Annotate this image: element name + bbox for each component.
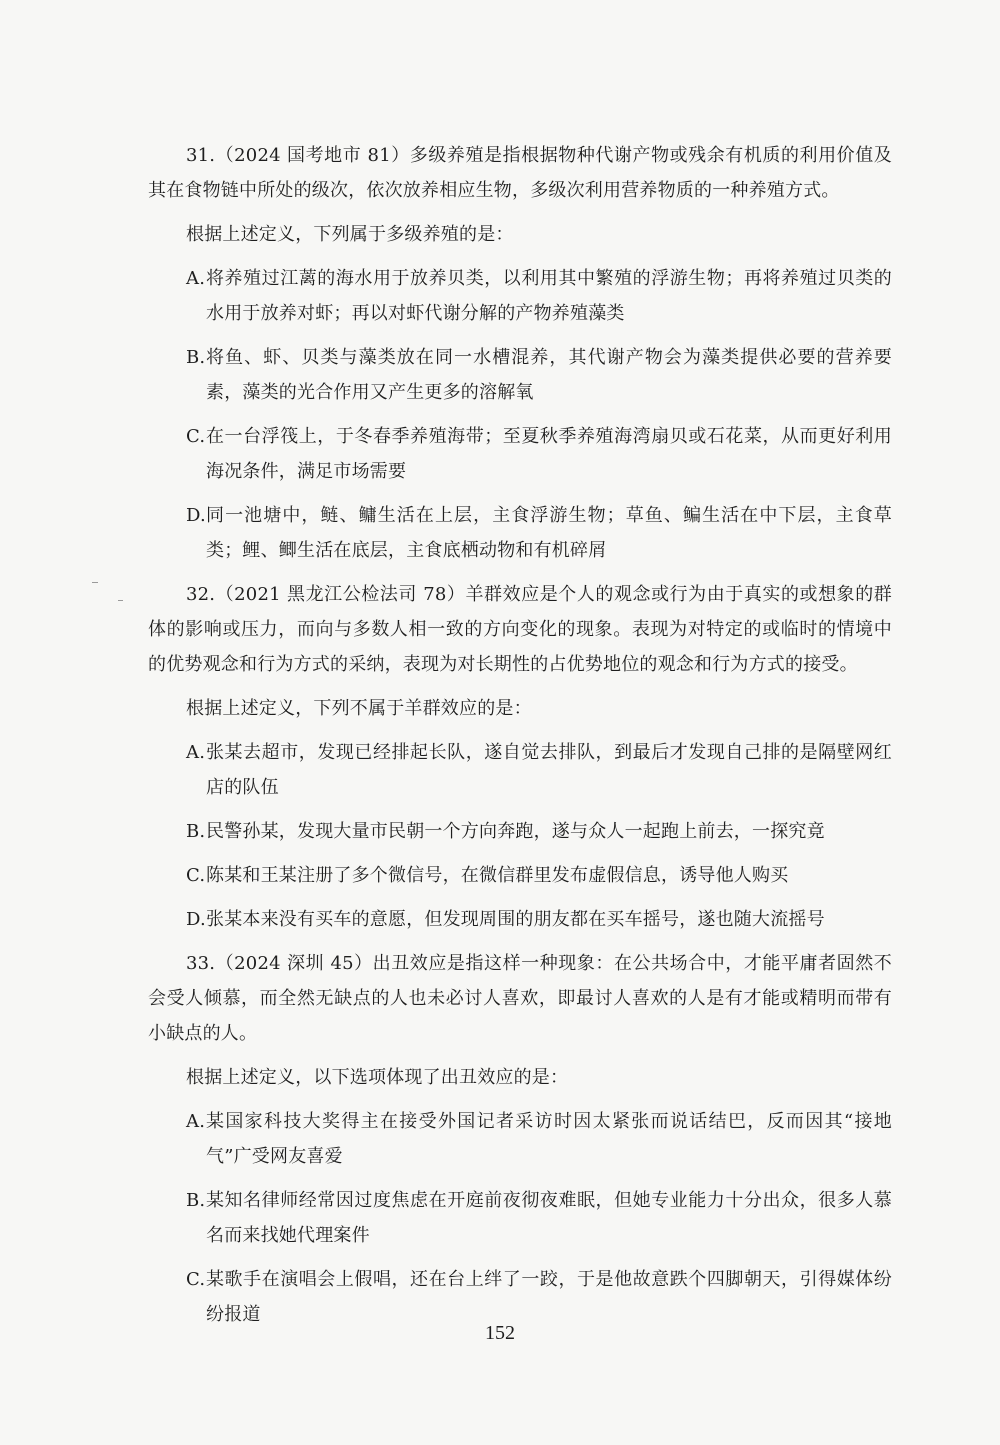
question-stem: 33.（2024 深圳 45）出丑效应是指这样一种现象：在公共场合中，才能平庸者固然不会受人倾慕，而全然无缺点的人也未必讨人喜欢，即最讨人喜欢的人是有才能或精明而带有小缺点的人。 [148,953,892,1044]
option-letter: D. [186,909,206,930]
option-letter: C. [186,865,206,886]
question-32 [148,577,892,937]
option-letter: B. [186,821,206,842]
option-a [148,1104,892,1174]
option-d [148,902,892,937]
option-a [148,735,892,805]
page-number: 152 [485,1322,515,1344]
option-c [148,419,892,489]
option-text: 某知名律师经常因过度焦虑在开庭前夜彻夜难眠，但她专业能力十分出众，很多人慕名而来找她代理案件 [206,1190,892,1246]
scan-mark [92,582,98,583]
option-letter: A. [186,1111,206,1132]
question-prompt: 根据上述定义，下列属于多级养殖的是： [186,224,514,245]
option-text: 将养殖过江蓠的海水用于放养贝类，以利用其中繁殖的浮游生物；再将养殖过贝类的水用于放养对虾；再以对虾代谢分解的产物养殖藻类 [206,268,892,324]
scan-mark [118,600,123,601]
option-c [148,858,892,893]
option-text: 某国家科技大奖得主在接受外国记者采访时因太紧张而说话结巴，反而因其“接地气”广受网友喜爱 [206,1111,892,1167]
option-letter: A. [186,742,206,763]
option-text: 将鱼、虾、贝类与藻类放在同一水槽混养，其代谢产物会为藻类提供必要的营养要素，藻类的光合作用又产生更多的溶解氧 [206,347,892,403]
question-prompt: 根据上述定义，下列不属于羊群效应的是： [186,698,532,719]
option-a [148,261,892,331]
page-content [148,138,892,1341]
option-text: 同一池塘中，鲢、鳙生活在上层，主食浮游生物；草鱼、鳊生活在中下层，主食草类；鲤、鲫生活在底层，主食底栖动物和有机碎屑 [206,505,892,561]
option-letter: D. [186,505,206,526]
question-stem: 32.（2021 黑龙江公检法司 78）羊群效应是个人的观念或行为由于真实的或想象的群体的影响或压力，而向与多数人相一致的方向变化的现象。表现为对特定的或临时的情境中的优势观念和行为方式的采纳，表现为对长期性的占优势地位的观念和行为方式的接受。 [148,584,892,675]
option-b [148,1183,892,1253]
option-letter: B. [186,1190,206,1211]
option-letter: C. [186,1269,206,1290]
option-text: 张某本来没有买车的意愿，但发现周围的朋友都在买车摇号，遂也随大流摇号 [206,909,825,930]
question-stem: 31.（2024 国考地市 81）多级养殖是指根据物种代谢产物或残余有机质的利用价值及其在食物链中所处的级次，依次放养相应生物，多级次利用营养物质的一种养殖方式。 [148,145,892,201]
question-33 [148,946,892,1332]
option-b [148,340,892,410]
option-letter: A. [186,268,206,289]
question-31 [148,138,892,568]
option-text: 陈某和王某注册了多个微信号，在微信群里发布虚假信息，诱导他人购买 [206,865,789,886]
option-text: 张某去超市，发现已经排起长队，遂自觉去排队，到最后才发现自己排的是隔壁网红店的队伍 [206,742,892,798]
option-text: 某歌手在演唱会上假唱，还在台上绊了一跤，于是他故意跌个四脚朝天，引得媒体纷纷报道 [206,1269,892,1325]
option-letter: C. [186,426,206,447]
option-b [148,814,892,849]
question-prompt: 根据上述定义，以下选项体现了出丑效应的是： [186,1067,569,1088]
option-text: 在一台浮筏上，于冬春季养殖海带；至夏秋季养殖海湾扇贝或石花菜，从而更好利用海况条件，满足市场需要 [206,426,892,482]
option-d [148,498,892,568]
option-letter: B. [186,347,206,368]
option-text: 民警孙某，发现大量市民朝一个方向奔跑，遂与众人一起跑上前去，一探究竟 [206,821,825,842]
